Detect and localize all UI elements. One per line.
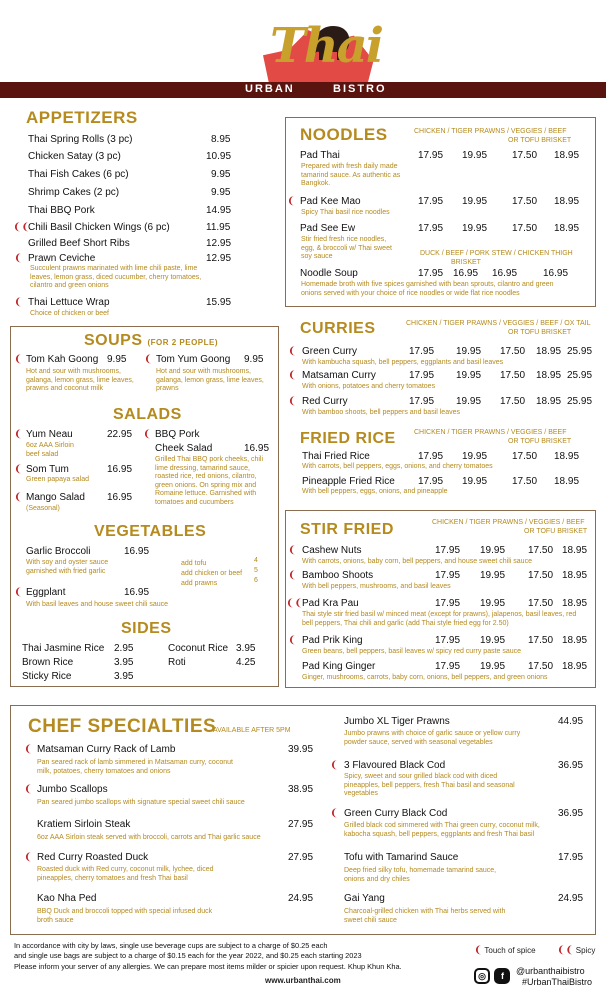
soups-note: (FOR 2 PEOPLE) xyxy=(147,338,219,347)
menu-item-name: Prawn Ceviche xyxy=(28,253,96,264)
menu-item-desc: Hot and sour with mushrooms, galanga, lemon grass, lime leaves, prawns xyxy=(156,368,264,392)
logo-bistro: BISTRO xyxy=(333,83,387,95)
menu-item-desc: Prepared with fresh daily made tamarind sauce. As authentic as Bangkok. xyxy=(301,163,401,187)
chili-icon: ❨❨ xyxy=(557,945,574,956)
price-beef: 18.95 xyxy=(536,370,562,381)
chili-icon: ❨ xyxy=(14,429,23,440)
menu-item-price: 10.95 xyxy=(206,151,232,162)
chili-icon: ❨ xyxy=(14,354,23,365)
menu-item-name: Roti xyxy=(168,657,186,668)
price-beef: 18.95 xyxy=(562,661,588,672)
price-veggies: 17.50 xyxy=(528,570,554,581)
menu-item-price: 12.95 xyxy=(206,238,232,249)
soup-columns: DUCK / BEEF / PORK STEW / CHICKEN THIGH xyxy=(420,250,573,257)
menu-item-name: Garlic Broccoli xyxy=(26,546,91,557)
menu-item-desc: Grilled Thai BBQ pork cheeks, chili lime dressing, tamarind sauce, roasted rice, red onions, cilantro, green onions. On spring mix and Romaine lettuce. Garnished with tomatoes and cucumbers xyxy=(155,456,264,506)
price-prawns: 19.95 xyxy=(462,150,488,161)
menu-item-name: Jumbo Scallops xyxy=(37,784,108,795)
price-prawns: 19.95 xyxy=(462,451,488,462)
menu-item-desc: Jumbo prawns with choice of garlic sauce or yellow curry powder sauce, served with seasonal vegetables xyxy=(344,730,521,746)
chili-icon: ❨ xyxy=(288,346,297,357)
stir-fried-columns: CHICKEN / TIGER PRAWNS / VEGGIES / BEEF xyxy=(432,519,585,526)
price-veggies: 17.50 xyxy=(512,196,538,207)
price-oxtail: 25.95 xyxy=(567,396,593,407)
menu-item-price: 3.95 xyxy=(236,643,256,654)
menu-item-name: Thai Spring Rolls (3 pc) xyxy=(28,134,133,145)
menu-item-name: Thai Fried Rice xyxy=(302,451,370,462)
salads-title: SALADS xyxy=(113,406,182,423)
menu-item-price: 16.95 xyxy=(124,587,150,598)
menu-item-price: 15.95 xyxy=(206,297,232,308)
menu-item-price: 16.95 xyxy=(244,443,270,454)
menu-item-name: Cashew Nuts xyxy=(302,545,362,556)
menu-item-name: Pad King Ginger xyxy=(302,661,376,672)
menu-item-name-line2: Cheek Salad xyxy=(155,443,213,454)
menu-item-price: 8.95 xyxy=(211,134,231,145)
chili-icon: ❨ xyxy=(288,370,297,381)
price-beef: 18.95 xyxy=(536,346,562,357)
instagram-icon[interactable]: ◎ xyxy=(474,968,490,984)
menu-item-name: Pineapple Fried Rice xyxy=(302,476,395,487)
price-duck: 17.95 xyxy=(418,268,444,279)
menu-item-desc: With bell peppers, mushrooms, and basil leaves xyxy=(302,583,451,590)
price-chicken: 17.95 xyxy=(435,635,461,646)
price-prawns: 19.95 xyxy=(462,223,488,234)
menu-item-name: Pad Kra Pau xyxy=(302,598,359,609)
menu-item-desc: Ginger, mushrooms, carrots, baby corn, onions, bell peppers, and green onions xyxy=(302,674,548,681)
chili-icon: ❨ xyxy=(14,253,23,264)
footer-line-1: In accordance with city by laws, single use beverage cups are subject to a charge of $0.25 each xyxy=(14,941,328,950)
footer-line-3: Please inform your server of any allergies. We can prepare most items milder or spicier upon request. Khup Khun Kha. xyxy=(14,962,402,971)
menu-item-name: Thai Lettuce Wrap xyxy=(28,297,110,308)
menu-item-name: Chicken Satay (3 pc) xyxy=(28,151,121,162)
menu-item-desc: Homemade broth with five spices garnished with bean sprouts, cilantro and green onions served with your choice of rice noodles or wide flat rice noodles xyxy=(301,281,554,297)
price-beef: 18.95 xyxy=(554,150,580,161)
menu-item-price: 3.95 xyxy=(114,657,134,668)
price-veggies: 17.50 xyxy=(512,150,538,161)
price-prawns: 19.95 xyxy=(480,570,506,581)
price-prawns: 19.95 xyxy=(456,346,482,357)
menu-item-desc: Green papaya salad xyxy=(26,476,90,483)
price-oxtail: 25.95 xyxy=(567,370,593,381)
menu-item-price: 3.95 xyxy=(114,671,134,682)
menu-item-price: 22.95 xyxy=(107,429,133,440)
menu-item-price: 2.95 xyxy=(114,643,134,654)
menu-item-name: Bamboo Shoots xyxy=(302,570,374,581)
social-handle[interactable]: @urbanthaibistro xyxy=(516,966,585,976)
stir-fried-columns-sub: OR TOFU BRISKET xyxy=(524,528,588,535)
price-veggies: 17.50 xyxy=(512,223,538,234)
price-chicken: 17.95 xyxy=(409,396,435,407)
menu-item-name: Pad Kee Mao xyxy=(300,196,361,207)
logo-thai: Thai xyxy=(270,18,382,74)
price-prawns: 19.95 xyxy=(480,635,506,646)
menu-item-price: 36.95 xyxy=(558,760,584,771)
price-veggies: 17.50 xyxy=(512,451,538,462)
price-prawns: 19.95 xyxy=(456,396,482,407)
facebook-icon[interactable]: f xyxy=(494,968,510,984)
curries-columns-sub: OR TOFU BRISKET xyxy=(508,329,572,336)
price-veggies: 17.50 xyxy=(528,545,554,556)
price-chicken: 17.95 xyxy=(418,476,444,487)
menu-item-name: Shrimp Cakes (2 pc) xyxy=(28,187,120,198)
menu-item-name: Matsaman Curry xyxy=(302,370,376,381)
price-chicken: 17.95 xyxy=(435,598,461,609)
menu-item-name: Sticky Rice xyxy=(22,671,72,682)
menu-item-price: 24.95 xyxy=(558,893,584,904)
price-prawns: 19.95 xyxy=(480,661,506,672)
chili-icon: ❨ xyxy=(14,464,23,475)
menu-item-name: Som Tum xyxy=(26,464,69,475)
chili-icon: ❨ xyxy=(14,297,23,308)
menu-item-desc: BBQ Duck and broccoli topped with special infused duck broth sauce xyxy=(37,908,213,924)
menu-item-name: Pad See Ew xyxy=(300,223,356,234)
menu-item-desc: Charcoal-grilled chicken with Thai herbs served with sweet chili sauce xyxy=(344,908,506,924)
price-veggies: 17.50 xyxy=(528,661,554,672)
menu-item-price: 44.95 xyxy=(558,716,584,727)
sides-title: SIDES xyxy=(121,620,172,637)
social-icons xyxy=(474,966,510,984)
chili-icon: ❨ xyxy=(474,945,483,956)
chili-icon: ❨ xyxy=(24,744,33,755)
menu-item-desc: With bell peppers, eggs, onions, and pineapple xyxy=(302,488,448,495)
menu-item-price: 16.95 xyxy=(107,492,133,503)
menu-item-price: 27.95 xyxy=(288,819,314,830)
chef-note: AVAILABLE AFTER 5PM xyxy=(213,727,291,734)
addon-price: 6 xyxy=(254,577,258,584)
menu-item-name: BBQ Pork xyxy=(155,429,200,440)
price-beef: 18.95 xyxy=(562,570,588,581)
menu-item-price: 9.95 xyxy=(107,354,127,365)
website-link[interactable]: www.urbanthai.com xyxy=(265,976,341,985)
price-veggies: 17.50 xyxy=(500,370,526,381)
menu-item-desc: Succulent prawns marinated with lime chili paste, lime leaves, lemon grass, diced cucumber, cherry tomatoes, cilantro and green onions xyxy=(30,265,202,289)
menu-item-price: 17.95 xyxy=(558,852,584,863)
fried-rice-title: FRIED RICE xyxy=(300,430,396,447)
price-chicken: 17.95 xyxy=(409,370,435,381)
menu-item-name: Pad Prik King xyxy=(302,635,363,646)
footer-line-2: and single use bags are subject to a charge of $0.15 each for the year 2022, and $0.25 each starting 2023 xyxy=(14,951,362,960)
menu-item-price: 9.95 xyxy=(244,354,264,365)
menu-item-desc: Thai style stir fried basil w/ minced meat (except for prawns), jalapenos, basil leaves, red bell peppers, Thai chili and garlic (add Thai style fried egg for 2.50) xyxy=(302,611,577,627)
menu-item-desc: 6oz AAA Sirloin beef salad xyxy=(26,442,74,458)
chili-icon: ❨ xyxy=(14,492,23,503)
menu-item-price: 9.95 xyxy=(211,169,231,180)
menu-item-name: Tom Kah Goong xyxy=(26,354,99,365)
price-veggies: 17.50 xyxy=(500,396,526,407)
soup-columns-sub: BRISKET xyxy=(451,259,481,266)
menu-item-desc: With carrots, onions, baby corn, bell peppers, and house sweet chili sauce xyxy=(302,558,532,565)
chili-icon: ❨ xyxy=(143,429,152,440)
chef-title: CHEF SPECIALTIES xyxy=(28,716,217,737)
menu-item-price: 27.95 xyxy=(288,852,314,863)
menu-item-name: Brown Rice xyxy=(22,657,74,668)
price-chicken: 17.95 xyxy=(435,545,461,556)
logo-urban: URBAN xyxy=(245,83,295,95)
menu-item-name: Yum Neau xyxy=(26,429,73,440)
chili-icon: ❨ xyxy=(330,808,339,819)
header-bar xyxy=(0,82,606,98)
menu-item-price: 4.25 xyxy=(236,657,256,668)
appetizers-title: APPETIZERS xyxy=(26,108,138,127)
chili-icon: ❨ xyxy=(330,760,339,771)
menu-item-price: 24.95 xyxy=(288,893,314,904)
menu-item-price: 14.95 xyxy=(206,205,232,216)
addon-price: 4 xyxy=(254,557,258,564)
menu-item-name: Green Curry Black Cod xyxy=(344,808,448,819)
menu-item-desc: Grilled black cod simmered with Thai green curry, coconut milk, kabocha squash, bell peppers, eggplants and fresh Thai basil xyxy=(344,822,540,838)
menu-item-name: Kao Nha Ped xyxy=(37,893,97,904)
price-veggies: 17.50 xyxy=(528,598,554,609)
menu-item-desc: With bamboo shoots, bell peppers and basil leaves xyxy=(302,409,460,416)
price-beef: 18.95 xyxy=(536,396,562,407)
price-prawns: 19.95 xyxy=(462,196,488,207)
price-beef: 16.95 xyxy=(453,268,479,279)
menu-item-name: Thai Fish Cakes (6 pc) xyxy=(28,169,129,180)
stir-fried-title: STIR FRIED xyxy=(300,521,394,538)
menu-item-name: Thai Jasmine Rice xyxy=(22,643,105,654)
menu-item-name: Tom Yum Goong xyxy=(156,354,231,365)
legend-touch xyxy=(474,945,536,956)
menu-item-price: 36.95 xyxy=(558,808,584,819)
chili-icon: ❨ xyxy=(24,784,33,795)
menu-item-name: Matsaman Curry Rack of Lamb xyxy=(37,744,176,755)
menu-item-desc: Spicy Thai basil rice noodles xyxy=(301,209,390,216)
menu-item-price: 16.95 xyxy=(107,464,133,475)
price-prawns: 19.95 xyxy=(480,598,506,609)
price-beef: 18.95 xyxy=(554,223,580,234)
soups-title xyxy=(84,332,218,350)
vegetables-title: VEGETABLES xyxy=(94,523,207,540)
price-beef: 18.95 xyxy=(562,598,588,609)
price-prawns: 19.95 xyxy=(480,545,506,556)
menu-item-desc: Roasted duck with Red curry, coconut milk, lychee, diced pineapples, cherry tomatoes and fresh Thai basil xyxy=(37,866,214,882)
chili-icon: ❨❨ xyxy=(286,598,303,609)
header xyxy=(0,0,606,100)
menu-item-desc: 6oz AAA Sirloin steak served with broccoli, carrots and Thai garlic sauce xyxy=(37,834,261,841)
menu-item-desc: Spicy, sweet and sour grilled black cod with diced pineapples, bell peppers, fresh Thai basil and seasonal vegetables xyxy=(344,773,515,797)
menu-item-name: Jumbo XL Tiger Prawns xyxy=(344,716,450,727)
legend-spicy xyxy=(557,945,595,956)
chili-icon: ❨❨ xyxy=(13,222,30,233)
price-chicken: 17.95 xyxy=(418,223,444,234)
curries-columns: CHICKEN / TIGER PRAWNS / VEGGIES / BEEF / OX TAIL xyxy=(406,320,591,327)
chili-icon: ❨ xyxy=(144,354,153,365)
price-beef: 18.95 xyxy=(562,545,588,556)
fried-rice-columns-sub: OR TOFU BRISKET xyxy=(508,438,572,445)
menu-item-name: Tofu with Tamarind Sauce xyxy=(344,852,459,863)
addon-label: add chicken or beef xyxy=(181,570,243,577)
curries-title: CURRIES xyxy=(300,320,376,337)
chili-icon: ❨ xyxy=(288,635,297,646)
chili-icon: ❨ xyxy=(288,570,297,581)
menu-item-desc: With basil leaves and house sweet chili sauce xyxy=(26,601,169,608)
noodles-columns: CHICKEN / TIGER PRAWNS / VEGGIES / BEEF xyxy=(414,128,567,135)
addon-label: add tofu xyxy=(181,560,207,567)
menu-item-desc: Pan seared jumbo scallops with signature special sweet chili sauce xyxy=(37,799,245,806)
legend-touch-label: Touch of spice xyxy=(484,946,536,955)
menu-item-price: 39.95 xyxy=(288,744,314,755)
price-chicken: 17.95 xyxy=(418,451,444,462)
addon-price: 5 xyxy=(254,567,258,574)
noodles-title: NOODLES xyxy=(300,125,388,144)
soups-title-text: SOUPS xyxy=(84,332,143,349)
menu-item-desc: (Seasonal) xyxy=(26,505,60,512)
menu-item-name: Red Curry xyxy=(302,396,348,407)
menu-item-name: Thai BBQ Pork xyxy=(28,205,95,216)
menu-item-desc: Green beans, bell peppers, basil leaves w/ spicy red curry paste sauce xyxy=(302,648,522,655)
chili-icon: ❨ xyxy=(288,396,297,407)
menu-item-name: Kratiem Sirloin Steak xyxy=(37,819,131,830)
menu-item-price: 38.95 xyxy=(288,784,314,795)
menu-item-name: Grilled Beef Short Ribs xyxy=(28,238,130,249)
chili-icon: ❨ xyxy=(287,196,296,207)
price-beef: 18.95 xyxy=(554,196,580,207)
menu-item-name: Mango Salad xyxy=(26,492,85,503)
menu-item-desc: Stir fried fresh rice noodles, egg, & broccoli w/ Thai sweet soy sauce xyxy=(301,236,392,260)
menu-item-name: Chili Basil Chicken Wings (6 pc) xyxy=(28,222,170,233)
menu-item-name: Coconut Rice xyxy=(168,643,229,654)
menu-item-desc: Choice of chicken or beef xyxy=(30,310,109,317)
price-prawns: 19.95 xyxy=(456,370,482,381)
price-chicken: 17.95 xyxy=(435,661,461,672)
price-chicken: 17.95 xyxy=(409,346,435,357)
menu-item-price: 16.95 xyxy=(124,546,150,557)
menu-item-name: Eggplant xyxy=(26,587,66,598)
price-chicken: 17.95 xyxy=(418,196,444,207)
menu-item-desc: Deep fried silky tofu, homemade tamarind sauce, onions and dry chiles xyxy=(344,867,497,883)
addon-label: add prawns xyxy=(181,580,218,587)
price-oxtail: 25.95 xyxy=(567,346,593,357)
price-beef: 18.95 xyxy=(562,635,588,646)
menu-item-desc: With soy and oyster sauce garnished with fried garlic xyxy=(26,559,109,575)
price-veggies: 17.50 xyxy=(528,635,554,646)
price-chicken-thigh: 16.95 xyxy=(543,268,569,279)
menu-item-name: Red Curry Roasted Duck xyxy=(37,852,149,863)
price-chicken: 17.95 xyxy=(435,570,461,581)
social-hashtag[interactable]: #UrbanThaiBistro xyxy=(522,977,593,987)
menu-item-price: 9.95 xyxy=(211,187,231,198)
price-chicken: 17.95 xyxy=(418,150,444,161)
price-beef: 18.95 xyxy=(554,451,580,462)
menu-item-name: Noodle Soup xyxy=(300,268,358,279)
menu-item-price: 12.95 xyxy=(206,253,232,264)
menu-item-name: 3 Flavoured Black Cod xyxy=(344,760,446,771)
menu-item-name: Gai Yang xyxy=(344,893,385,904)
noodles-columns-sub: OR TOFU BRISKET xyxy=(508,137,572,144)
menu-item-desc: With kambucha squash, bell peppers, eggplants and basil leaves xyxy=(302,359,504,366)
menu-item-name: Green Curry xyxy=(302,346,358,357)
price-pork: 16.95 xyxy=(492,268,518,279)
chili-icon: ❨ xyxy=(288,545,297,556)
menu-item-desc: Pan seared rack of lamb simmered in Matsaman curry, coconut milk, potatoes, cherry tomatoes and onions xyxy=(37,759,233,775)
price-prawns: 19.95 xyxy=(462,476,488,487)
chili-icon: ❨ xyxy=(24,852,33,863)
menu-item-desc: With onions, potatoes and cherry tomatoes xyxy=(302,383,436,390)
menu-item-desc: Hot and sour with mushrooms, galanga, lemon grass, lime leaves, prawns and coconut milk xyxy=(26,368,134,392)
price-veggies: 17.50 xyxy=(512,476,538,487)
price-veggies: 17.50 xyxy=(500,346,526,357)
menu-item-desc: With carrots, bell peppers, eggs, onions, and cherry tomatoes xyxy=(302,463,493,470)
menu-item-price: 11.95 xyxy=(206,222,231,233)
legend-spicy-label: Spicy xyxy=(575,946,596,955)
price-beef: 18.95 xyxy=(554,476,580,487)
menu-item-name: Pad Thai xyxy=(300,150,340,161)
fried-rice-columns: CHICKEN / TIGER PRAWNS / VEGGIES / BEEF xyxy=(414,429,567,436)
chili-icon: ❨ xyxy=(14,587,23,598)
